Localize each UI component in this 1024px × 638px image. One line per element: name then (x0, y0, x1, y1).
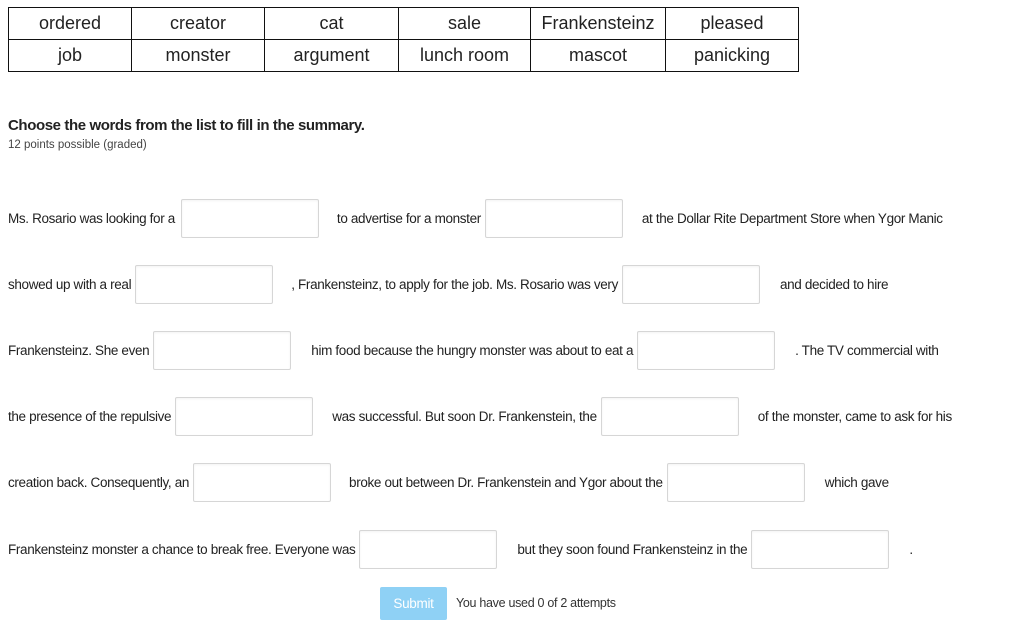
word-cell: pleased (666, 8, 799, 40)
word-cell: ordered (9, 8, 132, 40)
summary-text: , Frankensteinz, to apply for the job. Ms. Rosario was very (291, 276, 618, 292)
question-title: Choose the words from the list to fill in the summary. (8, 117, 365, 134)
summary-text: . The TV commercial with (795, 342, 939, 358)
word-cell: lunch room (399, 40, 531, 72)
word-cell: Frankensteinz (531, 8, 666, 40)
summary-text: was successful. But soon Dr. Frankenstein, the (332, 408, 597, 424)
summary-text: creation back. Consequently, an (8, 474, 190, 490)
blank-input-11[interactable] (359, 530, 497, 569)
word-bank-row (9, 40, 799, 72)
word-cell: job (9, 40, 132, 72)
word-cell: mascot (531, 40, 666, 72)
blank-input-2[interactable] (485, 199, 623, 238)
points-possible: 12 points possible (graded) (8, 139, 147, 151)
word-bank-table (8, 7, 799, 72)
word-cell: monster (132, 40, 265, 72)
attempts-status: You have used 0 of 2 attempts (456, 596, 616, 610)
blank-input-4[interactable] (622, 265, 760, 304)
summary-line-5 (8, 462, 1018, 502)
blank-input-7[interactable] (175, 397, 313, 436)
word-cell: panicking (666, 40, 799, 72)
blank-input-12[interactable] (751, 530, 889, 569)
word-cell: sale (399, 8, 531, 40)
blank-input-10[interactable] (667, 463, 805, 502)
summary-text: broke out between Dr. Frankenstein and Ygor about the (349, 474, 663, 490)
submit-button[interactable]: Submit (380, 587, 447, 620)
blank-input-1[interactable] (181, 199, 319, 238)
summary-text: but they soon found Frankensteinz in the (517, 541, 748, 557)
word-cell: creator (132, 8, 265, 40)
summary-text: and decided to hire (779, 276, 889, 292)
blank-input-3[interactable] (135, 265, 273, 304)
summary-line-1 (8, 198, 1018, 238)
word-bank-row (9, 8, 799, 40)
summary-text: at the Dollar Rite Department Store when Ygor Manic (641, 210, 943, 226)
summary-text: which gave (824, 474, 889, 490)
blank-input-8[interactable] (601, 397, 739, 436)
summary-text: Ms. Rosario was looking for a (8, 210, 175, 226)
summary-text: of the monster, came to ask for his (757, 408, 952, 424)
summary-text: the presence of the repulsive (8, 408, 172, 424)
word-cell: argument (265, 40, 399, 72)
summary-line-2 (8, 264, 1018, 304)
blank-input-6[interactable] (637, 331, 775, 370)
summary-text: him food because the hungry monster was about to eat a (311, 342, 634, 358)
summary-line-4 (8, 396, 1018, 436)
summary-text: showed up with a real (8, 276, 132, 292)
summary-text: to advertise for a monster (336, 210, 481, 226)
summary-text: Frankensteinz. She even (8, 342, 150, 358)
summary-line-3 (8, 330, 1018, 370)
blank-input-5[interactable] (153, 331, 291, 370)
blank-input-9[interactable] (193, 463, 331, 502)
summary-text: Frankensteinz monster a chance to break free. Everyone was (8, 541, 356, 557)
summary-text: . (909, 541, 913, 557)
summary-line-6 (8, 529, 1018, 569)
word-cell: cat (265, 8, 399, 40)
